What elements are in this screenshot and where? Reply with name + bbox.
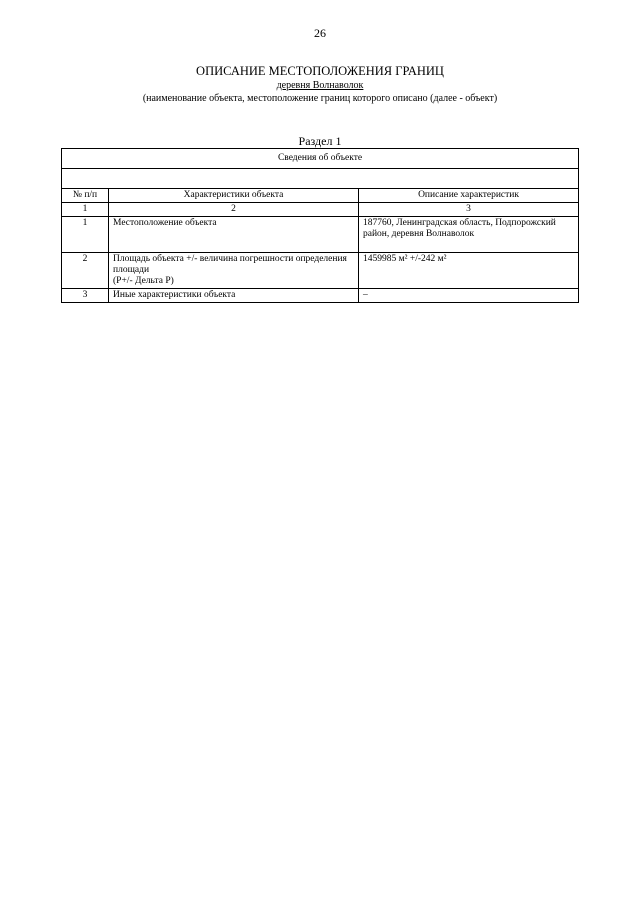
row-characteristic: Площадь объекта +/- величина погрешности определения площади: [113, 254, 347, 275]
table-row: [62, 253, 579, 289]
table-header-row: [62, 189, 579, 203]
object-name-line: [0, 80, 640, 91]
section-title: Раздел 1: [298, 134, 342, 148]
header-description: Описание характеристик: [359, 189, 579, 203]
column-number-row: [62, 203, 579, 217]
column-number: 2: [109, 203, 359, 217]
object-caption: (наименование объекта, местоположение границ которого описано (далее - объект): [142, 93, 498, 104]
header-characteristic: Характеристики объекта: [109, 189, 359, 203]
column-number: 3: [359, 203, 579, 217]
column-number: 1: [62, 203, 109, 217]
table-row: [62, 289, 579, 303]
table-blank-row: [62, 169, 579, 189]
document-title: ОПИСАНИЕ МЕСТОПОЛОЖЕНИЯ ГРАНИЦ: [196, 64, 444, 78]
page-number: 26: [314, 26, 326, 40]
object-info-table: [61, 148, 579, 303]
row-num: 3: [62, 289, 109, 303]
table-blank-cell: [62, 169, 579, 189]
row-description: 187760, Ленинградская область, Подпорожский район, деревня Волнаволок: [359, 217, 579, 253]
row-num: 1: [62, 217, 109, 253]
row-description: 1459985 м² +/-242 м²: [359, 253, 579, 289]
object-name: деревня Волнаволок: [276, 80, 364, 91]
table-caption: Сведения об объекте: [62, 149, 579, 169]
row-num: 2: [62, 253, 109, 289]
row-characteristic: Иные характеристики объекта: [109, 289, 359, 303]
row-characteristic-extra: (P+/- Дельта P): [113, 276, 174, 286]
row-characteristic: Местоположение объекта: [109, 217, 359, 253]
table-caption-row: [62, 149, 579, 169]
header-num: № п/п: [62, 189, 109, 203]
row-description: –: [359, 289, 579, 303]
table-row: [62, 217, 579, 253]
row-characteristic-cell: [109, 253, 359, 289]
